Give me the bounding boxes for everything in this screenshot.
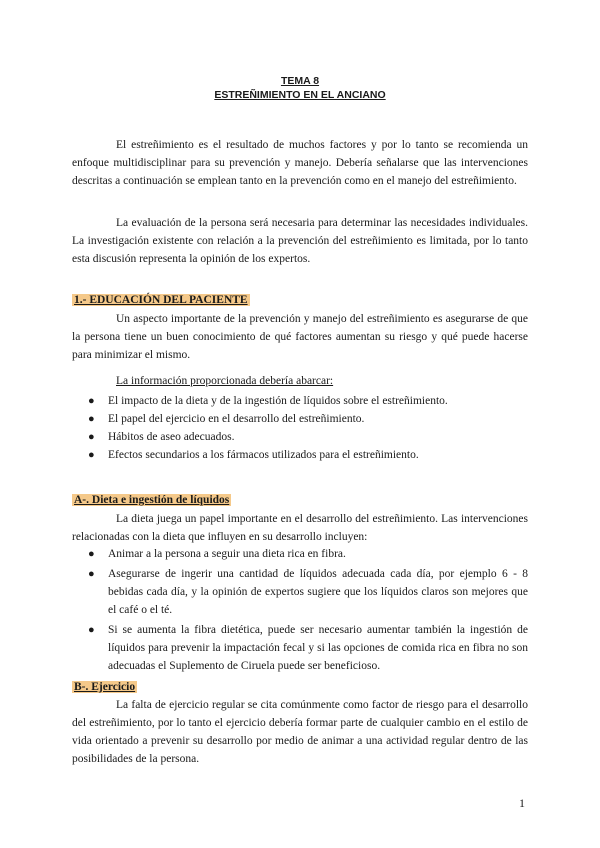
- diet-bullet-list: [88, 545, 528, 675]
- bullet-icon: ●: [88, 449, 95, 461]
- section-heading-education: 1.- EDUCACIÓN DEL PACIENTE: [74, 294, 248, 306]
- bullet-icon: ●: [88, 431, 95, 443]
- intro-paragraph-2: La evaluación de la persona será necesaria para determinar las necesidades individuales. La investigación existente con relación a la prevención del estreñimiento es limitada, por lo tanto esta discusión representa la opinión de los expertos.: [72, 217, 528, 265]
- document-title: ESTREÑIMIENTO EN EL ANCIANO: [214, 89, 386, 101]
- section-education-paragraph: Un aspecto importante de la prevención y manejo del estreñimiento es asegurarse de que la persona tiene un buen conocimiento de qué factores aumentan su riesgo y qué puede hacerse para minimizar el mismo.: [72, 313, 528, 361]
- section-heading-exercise: B-. Ejercicio: [74, 681, 136, 693]
- bullet-icon: ●: [88, 624, 95, 636]
- section-exercise-paragraph: La falta de ejercicio regular se cita comúnmente como factor de riesgo para el desarrollo del estreñimiento, por lo tanto el ejercicio debería formar parte de cualquier cambio en el estilo de vida orientado a prevenir su desarrollo por medio de animar a una actividad regular dentro de las posibilidades de la persona.: [72, 699, 528, 765]
- section-heading-diet: A-. Dieta e ingestión de líquidos: [74, 494, 230, 506]
- intro-paragraph-1: El estreñimiento es el resultado de muchos factores y por lo tanto se recomienda un enfoque multidisciplinar para su prevención y manejo. Debería señalarse que las intervenciones descritas a continuación se emplean tanto en la prevención como en el manejo del estreñimiento.: [72, 139, 528, 187]
- education-bullet-list: [88, 392, 528, 464]
- list-item: ● Asegurarse de ingerir una cantidad de líquidos adecuada cada día, por ejemplo 6 - 8 bebidas cada día, y la opinión de expertos sugiere que los líquidos claros son mejores que el café o el té.: [88, 565, 528, 619]
- section-diet-paragraph: La dieta juega un papel importante en el desarrollo del estreñimiento. Las intervenciones relacionadas con la dieta que influyen en su desarrollo incluyen:: [72, 513, 528, 543]
- page-number: 1: [519, 796, 525, 810]
- list-item: ● Hábitos de aseo adecuados.: [88, 428, 528, 446]
- bullet-icon: ●: [88, 395, 95, 407]
- list-item: ● Si se aumenta la fibra dietética, puede ser necesario aumentar también la ingestión de líquidos para prevenir la impactación fecal y si las opciones de comida rica en fibra no son adecuadas el Suplemento de Ciruela puede ser beneficioso.: [88, 621, 528, 675]
- bullet-icon: ●: [88, 413, 95, 425]
- bullet-icon: ●: [88, 548, 95, 560]
- theme-number: TEMA 8: [280, 75, 320, 87]
- list-item: ● Efectos secundarios a los fármacos utilizados para el estreñimiento.: [88, 446, 528, 464]
- list-item: ● Animar a la persona a seguir una dieta rica en fibra.: [88, 545, 528, 563]
- bullet-icon: ●: [88, 568, 95, 580]
- list-item: ● El impacto de la dieta y de la ingestión de líquidos sobre el estreñimiento.: [88, 392, 528, 410]
- list-item: ● El papel del ejercicio en el desarrollo del estreñimiento.: [88, 410, 528, 428]
- education-list-intro: La información proporcionada debería abarcar:: [116, 375, 334, 387]
